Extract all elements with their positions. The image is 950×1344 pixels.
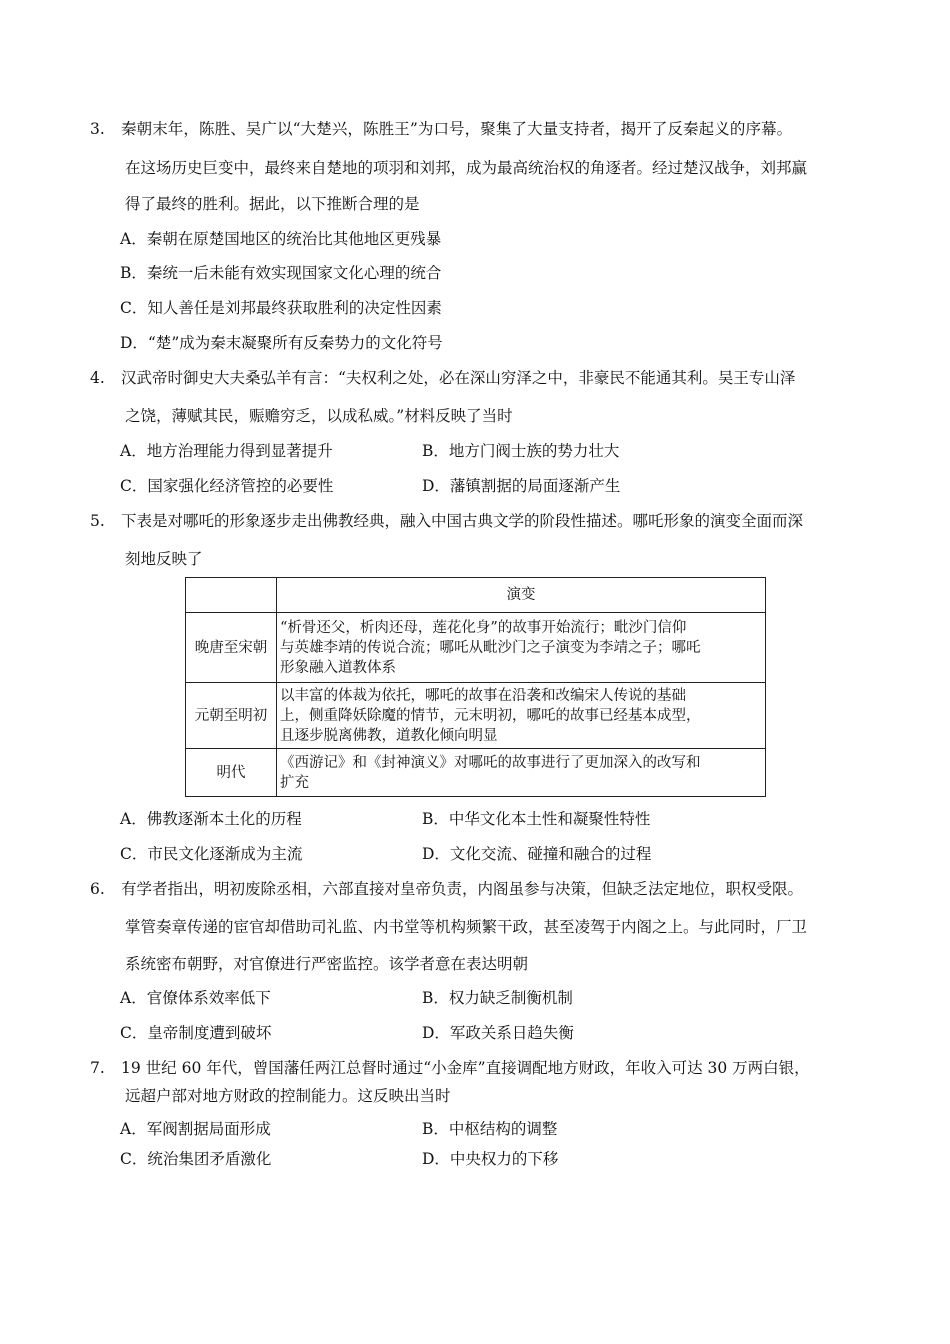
question-number: 5. [90,512,105,530]
question-stem-line: 秦朝末年，陈胜、吴广以“大楚兴，陈胜王”为口号，聚集了大量支持者，揭开了反秦起义的序幕。 [121,120,793,138]
option-c: C．统治集团矛盾激化 [120,1150,272,1168]
table-row [186,683,766,749]
question-stem-line: 汉武帝时御史大夫桑弘羊有言：“夫权利之处，必在深山穷泽之中，非豪民不能通其利。吴王专山泽 [121,369,796,387]
option-d: D．军政关系日趋失衡 [422,1024,574,1042]
question-stem-line: 掌管奏章传递的宦官却借助司礼监、内书堂等机构频繁干政，甚至凌驾于内阁之上。与此同时，厂卫 [125,918,808,936]
question-number: 3. [90,120,105,138]
option-a: A．秦朝在原楚国地区的统治比其他地区更残暴 [120,230,442,248]
cell-line: 扩充 [280,774,309,791]
table-header-era [186,578,277,613]
option-c: C．市民文化逐渐成为主流 [120,845,303,863]
option-d: D．藩镇割据的局面逐渐产生 [422,477,621,495]
cell-line: 且逐步脱离佛教，道教化倾向明显 [280,727,498,744]
table-header-row [186,578,766,613]
option-b: B．地方门阀士族的势力壮大 [422,442,620,460]
option-d: D．中央权力的下移 [422,1150,559,1168]
table-header-evolution: 演变 [277,578,766,613]
option-d: D．文化交流、碰撞和融合的过程 [422,845,652,863]
table-cell-era: 明代 [186,749,277,797]
table-cell-evolution [277,613,766,683]
table-cell-evolution [277,683,766,749]
table-row [186,613,766,683]
nezha-evolution-table [185,577,766,797]
question-stem-line: 有学者指出，明初废除丞相，六部直接对皇帝负责，内阁虽参与决策，但缺乏法定地位，职权受限。 [121,880,804,898]
option-c: C．皇帝制度遭到破坏 [120,1024,272,1042]
question-stem-line: 19 世纪 60 年代，曾国藩任两江总督时通过“小金库”直接调配地方财政，年收入可达 30 万两白银， [121,1059,810,1077]
question-stem-line: 下表是对哪吒的形象逐步走出佛教经典，融入中国古典文学的阶段性描述。哪吒形象的演变全面而深 [121,512,804,530]
table-cell-era: 晚唐至宋朝 [186,613,277,683]
table-cell-era: 元朝至明初 [186,683,277,749]
option-c: C．国家强化经济管控的必要性 [120,477,334,495]
option-a: A．地方治理能力得到显著提升 [120,442,333,460]
option-b: B．秦统一后未能有效实现国家文化心理的统合 [120,264,442,282]
cell-line: “析骨还父，析肉还母，莲花化身”的故事开始流行；毗沙门信仰 [280,619,687,636]
option-a: A．官僚体系效率低下 [120,989,271,1007]
question-number: 4. [90,369,105,387]
question-stem-line: 远超户部对地方财政的控制能力。这反映出当时 [125,1087,451,1105]
option-b: B．中枢结构的调整 [422,1120,558,1138]
option-a: A．军阀割据局面形成 [120,1120,271,1138]
option-c: C．知人善任是刘邦最终获取胜利的决定性因素 [120,299,442,317]
option-b: B．权力缺乏制衡机制 [422,989,573,1007]
cell-line: 以丰富的体裁为依托，哪吒的故事在沿袭和改编宋人传说的基础 [280,687,686,704]
question-stem-line: 之饶，薄赋其民，赈赡穷乏，以成私威。”材料反映了当时 [125,407,513,425]
question-stem-line: 在这场历史巨变中，最终来自楚地的项羽和刘邦，成为最高统治权的角逐者。经过楚汉战争，刘邦赢 [125,159,808,177]
question-number: 6. [90,880,105,898]
table-row [186,749,766,797]
question-number: 7. [90,1059,105,1077]
option-d: D．“楚”成为秦末凝聚所有反秦势力的文化符号 [120,334,443,352]
question-stem-line: 得了最终的胜利。据此，以下推断合理的是 [125,195,420,213]
cell-line: 上，侧重降妖除魔的情节，元末明初，哪吒的故事已经基本成型， [280,707,701,724]
option-b: B．中华文化本土性和凝聚性特性 [422,810,651,828]
question-stem-line: 刻地反映了 [125,550,203,568]
cell-line: 与英雄李靖的传说合流；哪吒从毗沙门之子演变为李靖之子；哪吒 [280,639,701,656]
option-a: A．佛教逐渐本土化的历程 [120,810,302,828]
cell-line: 《西游记》和《封神演义》对哪吒的故事进行了更加深入的改写和 [280,754,701,771]
table-cell-evolution [277,749,766,797]
question-stem-line: 系统密布朝野，对官僚进行严密监控。该学者意在表达明朝 [125,955,529,973]
cell-line: 形象融入道教体系 [280,659,396,676]
